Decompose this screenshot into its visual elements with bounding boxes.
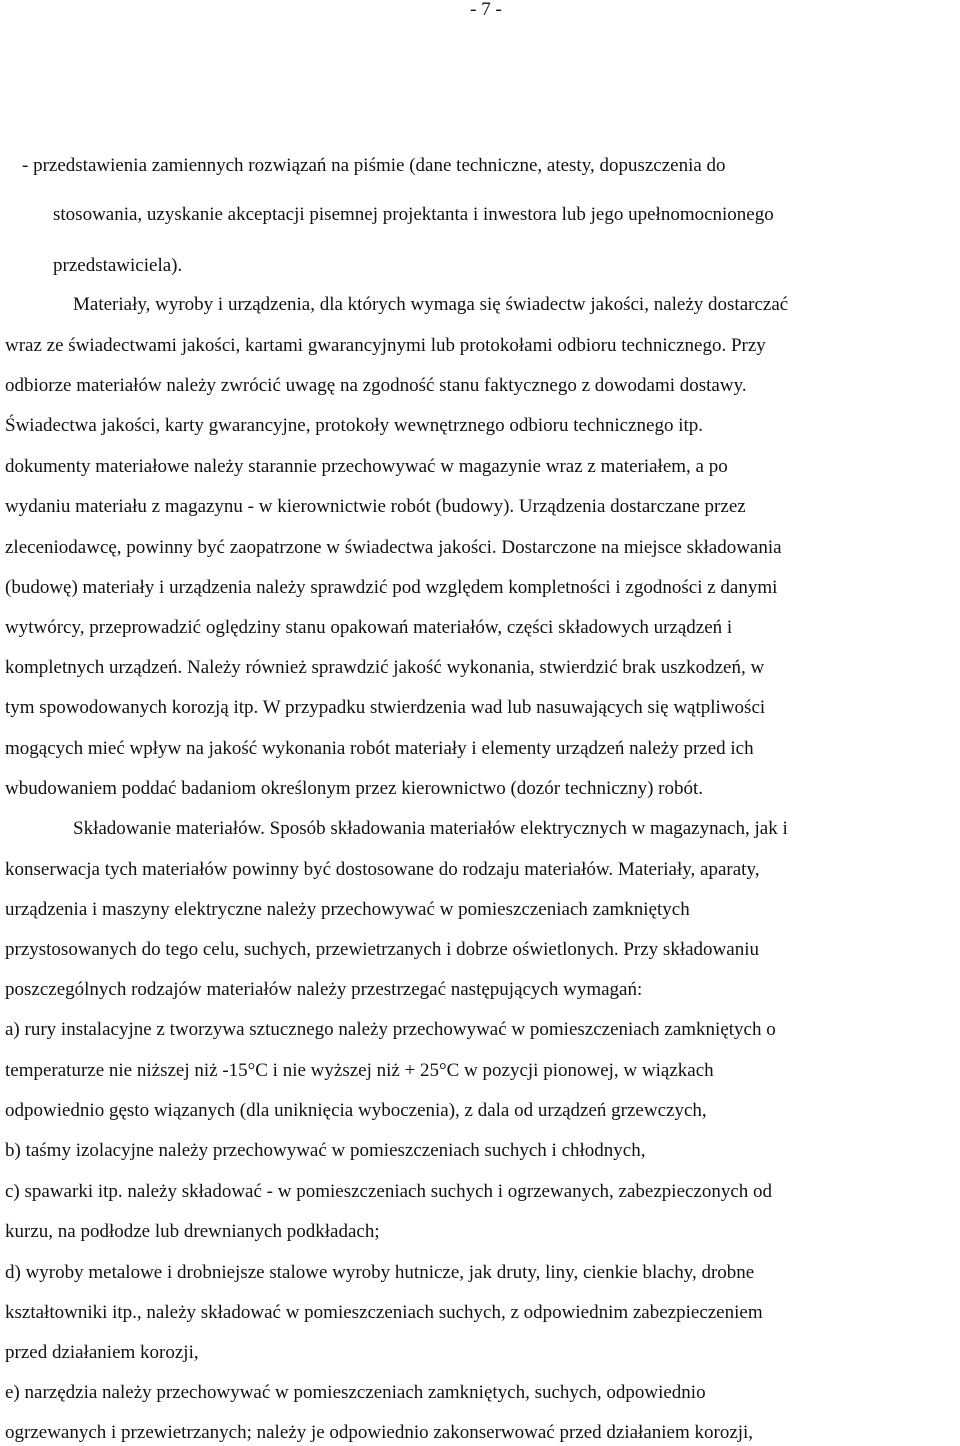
text-line: - przedstawienia zamiennych rozwiązań na piśmie (dane techniczne, atesty, dopuszczenia do — [22, 155, 726, 176]
text-line: kurzu, na podłodze lub drewnianych podkładach; — [5, 1221, 380, 1242]
text-line: przystosowanych do tego celu, suchych, przewietrzanych i dobrze oświetlonych. Przy składowaniu — [5, 939, 759, 960]
text-line: c) spawarki itp. należy składować - w pomieszczeniach suchych i ogrzewanych, zabezpieczonych od — [5, 1181, 773, 1202]
text-line: urządzenia i maszyny elektryczne należy przechowywać w pomieszczeniach zamkniętych — [5, 899, 690, 920]
text-line: wraz ze świadectwami jakości, kartami gwarancyjnymi lub protokołami odbioru technicznego. Przy — [5, 335, 766, 356]
text-line: e) narzędzia należy przechowywać w pomieszczeniach zamkniętych, suchych, odpowiednio — [5, 1382, 706, 1403]
text-line: kompletnych urządzeń. Należy również sprawdzić jakość wykonania, stwierdzić brak uszkodzeń, w — [5, 657, 765, 678]
text-line: wbudowaniem poddać badaniom określonym przez kierownictwo (dozór techniczny) robót. — [5, 778, 704, 799]
text-line: mogących mieć wpływ na jakość wykonania robót materiały i elementy urządzeń należy przed ich — [5, 738, 754, 759]
text-line: (budowę) materiały i urządzenia należy sprawdzić pod względem kompletności i zgodności z danymi — [5, 577, 778, 598]
text-line: d) wyroby metalowe i drobniejsze stalowe wyroby hutnicze, jak druty, liny, cienkie blachy, drobne — [5, 1262, 755, 1283]
text-line: temperaturze nie niższej niż -15°C i nie wyższej niż + 25°C w pozycji pionowej, w wiązkach — [5, 1060, 714, 1081]
text-line: odpowiednio gęsto wiązanych (dla uniknięcia wyboczenia), z dala od urządzeń grzewczych, — [5, 1100, 707, 1121]
text-line: Świadectwa jakości, karty gwarancyjne, protokoły wewnętrznego odbioru technicznego itp. — [5, 415, 704, 436]
text-line: konserwacja tych materiałów powinny być dostosowane do rodzaju materiałów. Materiały, aparaty, — [5, 859, 760, 880]
text-line: Składowanie materiałów. Sposób składowania materiałów elektrycznych w magazynach, jak i — [73, 818, 788, 839]
text-line: przedstawiciela). — [53, 255, 183, 276]
text-line: wytwórcy, przeprowadzić oględziny stanu opakowań materiałów, części składowych urządzeń i — [5, 617, 733, 638]
text-line: stosowania, uzyskanie akceptacji pisemnej projektanta i inwestora lub jego upełnomocnionego — [53, 204, 774, 225]
text-line: kształtowniki itp., należy składować w pomieszczeniach suchych, z odpowiednim zabezpieczeniem — [5, 1302, 763, 1323]
text-line: ogrzewanych i przewietrzanych; należy je odpowiednio zakonserwować przed działaniem korozji, — [5, 1422, 754, 1443]
page-number: - 7 - — [470, 0, 502, 20]
text-line: Materiały, wyroby i urządzenia, dla których wymaga się świadectw jakości, należy dostarczać — [73, 294, 789, 315]
text-line: poszczególnych rodzajów materiałów należy przestrzegać następujących wymagań: — [5, 979, 643, 1000]
text-line: tym spowodowanych korozją itp. W przypadku stwierdzenia wad lub nasuwających się wątpliwości — [5, 697, 766, 718]
text-line: zleceniodawcę, powinny być zaopatrzone w świadectwa jakości. Dostarczone na miejsce składowania — [5, 537, 782, 558]
text-line: dokumenty materiałowe należy starannie przechowywać w magazynie wraz z materiałem, a po — [5, 456, 728, 477]
text-line: wydaniu materiału z magazynu - w kierownictwie robót (budowy). Urządzenia dostarczane przez — [5, 496, 746, 517]
text-line: przed działaniem korozji, — [5, 1342, 199, 1363]
text-line: odbiorze materiałów należy zwrócić uwagę na zgodność stanu faktycznego z dowodami dostawy. — [5, 375, 747, 396]
text-line: b) taśmy izolacyjne należy przechowywać w pomieszczeniach suchych i chłodnych, — [5, 1140, 646, 1161]
text-line: a) rury instalacyjne z tworzywa sztucznego należy przechowywać w pomieszczeniach zamkniętych o — [5, 1019, 776, 1040]
